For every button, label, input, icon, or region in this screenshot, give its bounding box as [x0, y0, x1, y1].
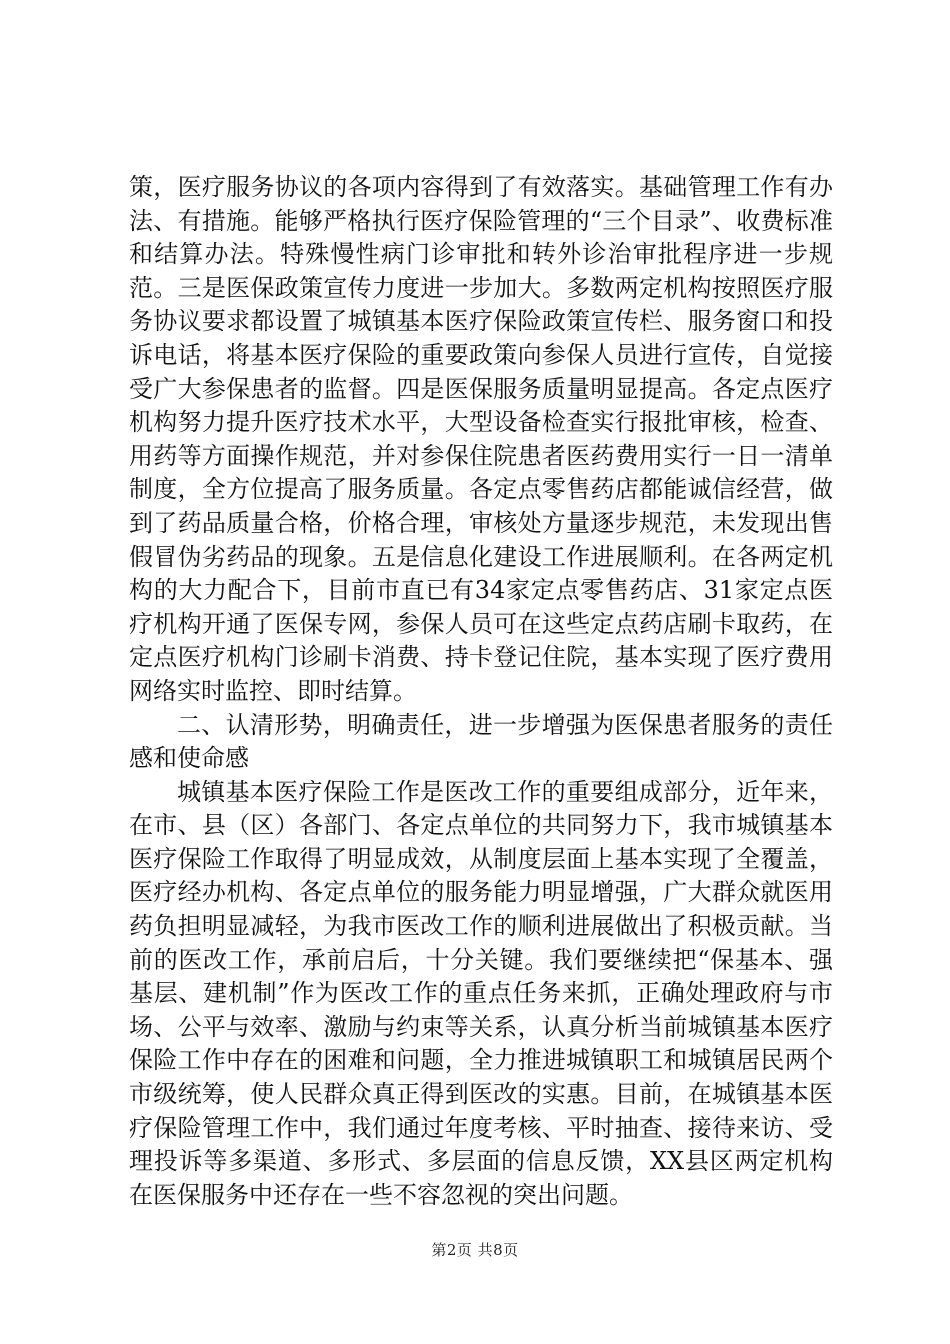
section-heading: 二、认清形势，明确责任，进一步增强为医保患者服务的责任感和使命感: [129, 710, 833, 773]
body-paragraph: 策，医疗服务协议的各项内容得到了有效落实。基础管理工作有办法、有措施。能够严格执行医疗保险管理的“三个目录”、收费标准和结算办法。特殊慢性病门诊审批和转外诊治审批程序进一步规范。三是医保政策宣传力度进一步加大。多数两定机构按照医疗服务协议要求都设置了城镇基本医疗保险政策宣传栏、服务窗口和投诉电话，将基本医疗保险的重要政策向参保人员进行宣传，自觉接受广大参保患者的监督。四是医保服务质量明显提高。各定点医疗机构努力提升医疗技术水平，大型设备检查实行报批审核，检查、用药等方面操作规范，并对参保住院患者医药费用实行一日一清单制度，全方位提高了服务质量。各定点零售药店都能诚信经营，做到了药品质量合格，价格合理，审核处方量逐步规范，未发现出售假冒伪劣药品的现象。五是信息化建设工作进展顺利。在各两定机构的大力配合下，目前市直已有34家定点零售药店、31家定点医疗机构开通了医保专网，参保人员可在这些定点药店刷卡取药，在定点医疗机构门诊刷卡消费、持卡登记住院，基本实现了医疗费用网络实时监控、即时结算。: [129, 173, 833, 705]
page-number-footer: 第2页 共8页: [431, 1241, 519, 1259]
body-paragraph: 城镇基本医疗保险工作是医改工作的重要组成部分，近年来，在市、县（区）各部门、各定点单位的共同努力下，我市城镇基本医疗保险工作取得了明显成效，从制度层面上基本实现了全覆盖，医疗经办机构、各定点单位的服务能力明显增强，广大群众就医用药负担明显减轻，为我市医改工作的顺利进展做出了积极贡献。当前的医改工作，承前启后，十分关键。我们要继续把“保基本、强基层、建机制”作为医改工作的重点任务来抓，正确处理政府与市场、公平与效率、激励与约束等关系，认真分析当前城镇基本医疗保险工作中存在的困难和问题，全力推进城镇职工和城镇居民两个市级统筹，使人民群众真正得到医改的实惠。目前，在城镇基本医疗保险管理工作中，我们通过年度考核、平时抽查、接待来访、受理投诉等多渠道、多形式、多层面的信息反馈，XX县区两定机构在医保服务中还存在一些不容忽视的突出问题。: [129, 777, 833, 1209]
document-body: [129, 171, 833, 1212]
